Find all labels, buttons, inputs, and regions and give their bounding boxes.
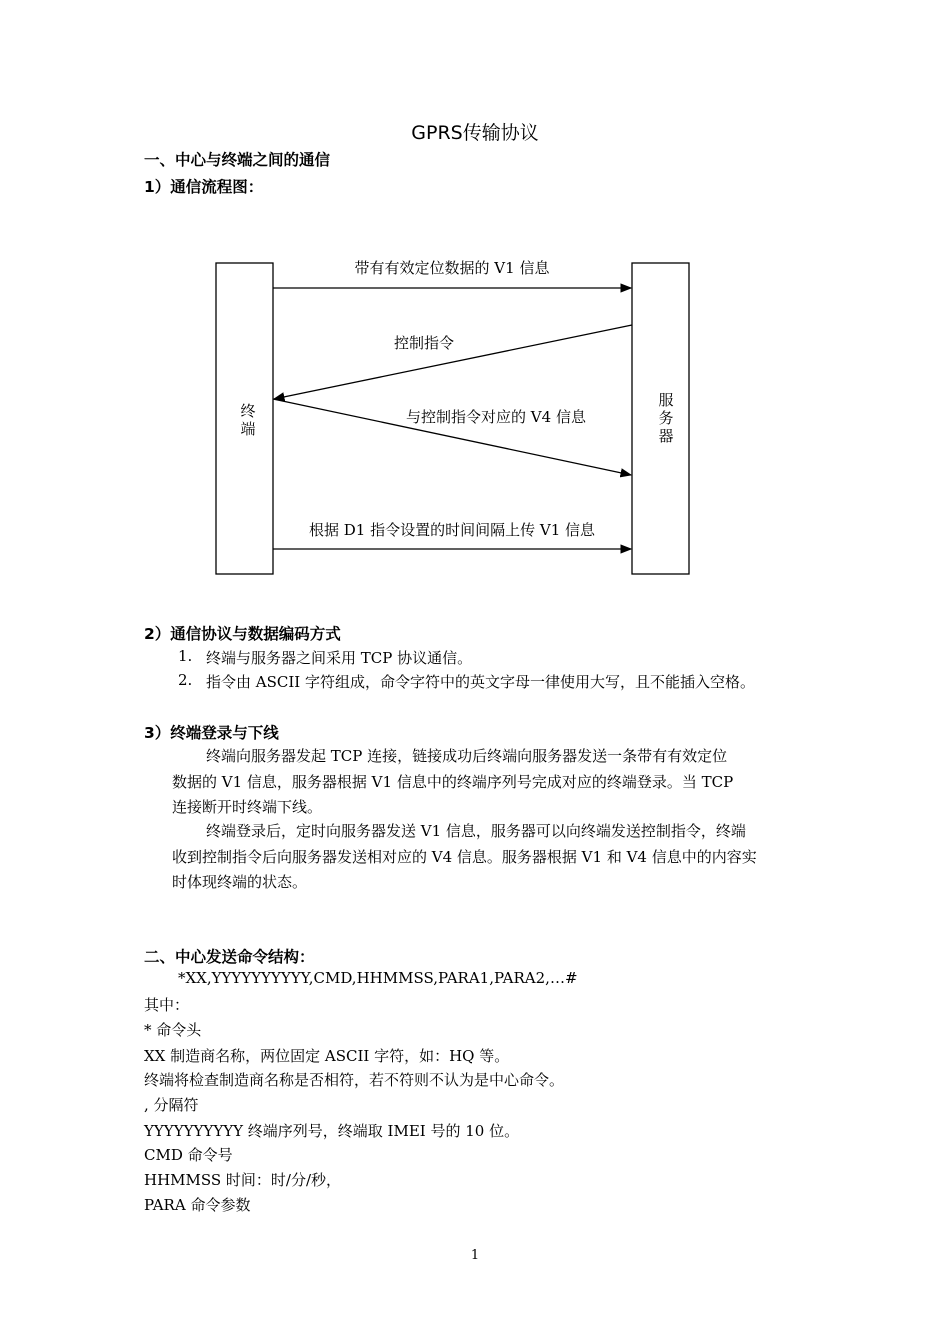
list-item-text: 指令由 ASCII 字符组成，命令字符中的英文字母一律使用大写，且不能插入空格。 [206,673,755,691]
list-item-number: 1. [178,647,193,665]
definition-line: 其中： [144,996,190,1014]
arrow-periodic-v1-label: 根据 D1 指令设置的时间间隔上传 V1 信息 [308,521,596,539]
terminal-label-1: 终 [240,402,256,420]
login-subheading: 3）终端登录与下线 [144,724,279,742]
paragraph-line: 收到控制指令后向服务器发送相对应的 V4 信息。服务器根据 V1 和 V4 信息中的内容实 [172,848,757,866]
definition-line: PARA 命令参数 [144,1196,251,1214]
definition-line: CMD 命令号 [144,1146,233,1164]
definition-line: HHMMSS 时间：时/分/秒， [144,1171,342,1189]
definition-line: , 分隔符 [144,1096,199,1114]
page-number: 1 [470,1248,480,1263]
page-title: GPRS传输协议 [411,122,539,144]
arrow-v1-info-label: 带有有效定位数据的 V1 信息 [354,259,550,277]
server-label-3: 器 [658,427,674,445]
definition-line: YYYYYYYYYY 终端序列号，终端取 IMEI 号的 10 位。 [144,1122,520,1140]
communication-flow-diagram [200,250,700,582]
paragraph-line: 时体现终端的状态。 [172,873,308,891]
server-label-2: 务 [658,409,674,427]
paragraph-line: 终端登录后，定时向服务器发送 V1 信息，服务器可以向终端发送控制指令，终端 [206,822,746,840]
server-label-1: 服 [658,391,674,409]
command-format: *XX,YYYYYYYYYY,CMD,HHMMSS,PARA1,PARA2,…# [178,969,578,987]
paragraph-line: 终端向服务器发起 TCP 连接，链接成功后终端向服务器发送一条带有有效定位 [206,747,728,765]
definition-line: * 命令头 [144,1021,202,1039]
definition-line: XX 制造商名称，两位固定 ASCII 字符，如：HQ 等。 [144,1047,510,1065]
flowchart-subheading: 1）通信流程图： [144,178,264,196]
protocol-subheading: 2）通信协议与数据编码方式 [144,625,341,643]
paragraph-line: 连接断开时终端下线。 [172,798,323,816]
list-item-text: 终端与服务器之间采用 TCP 协议通信。 [206,649,473,667]
paragraph-line: 数据的 V1 信息，服务器根据 V1 信息中的终端序列号完成对应的终端登录。当 TCP [172,773,734,791]
list-item-number: 2. [178,671,193,689]
arrow-v4-info-label: 与控制指令对应的 V4 信息 [406,408,586,426]
section1-heading: 一、中心与终端之间的通信 [144,151,331,169]
terminal-label-2: 端 [240,420,256,438]
arrow-control-command-label: 控制指令 [393,334,455,352]
definition-line: 终端将检查制造商名称是否相符，若不符则不认为是中心命令。 [144,1071,565,1089]
section2-heading: 二、中心发送命令结构： [144,948,315,966]
